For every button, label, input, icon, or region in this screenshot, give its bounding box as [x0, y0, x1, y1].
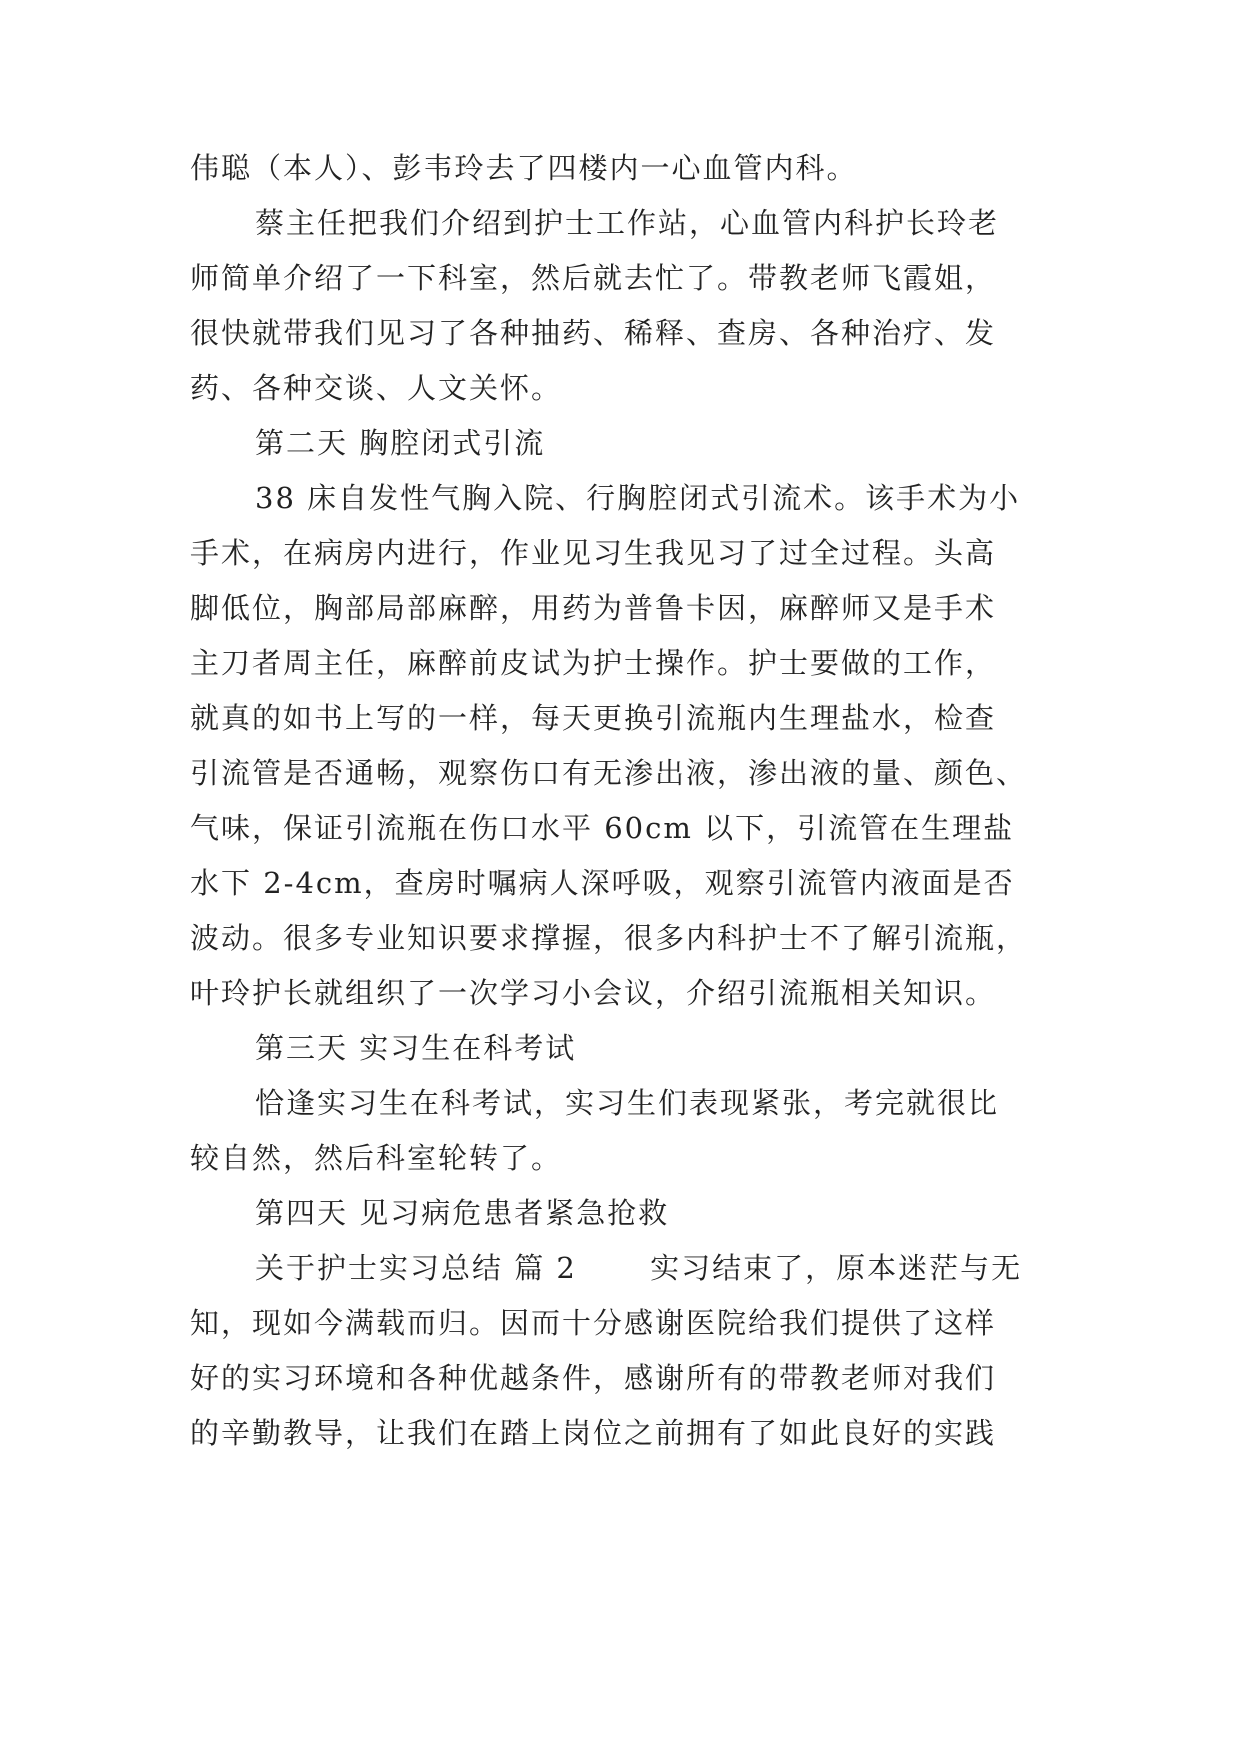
text-line: 主刀者周主任，麻醉前皮试为护士操作。护士要做的工作， [190, 646, 997, 680]
paragraph-start: 恰逢实习生在科考试，实习生们表现紧张，考完就很比 [255, 1086, 1000, 1120]
section-heading: 第四天 见习病危患者紧急抢救 [255, 1196, 670, 1230]
text-line: 伟聪（本人）、彭韦玲去了四楼内一心血管内科。 [190, 151, 858, 185]
section-heading: 第三天 实习生在科考试 [255, 1031, 577, 1065]
text-line: 手术，在病房内进行，作业见习生我见习了过全过程。头高 [190, 536, 997, 570]
text-line: 就真的如书上写的一样，每天更换引流瓶内生理盐水，检查 [190, 701, 997, 735]
text-line: 脚低位，胸部局部麻醉，用药为普鲁卡因，麻醉师又是手术 [190, 591, 997, 625]
text-line: 药、各种交谈、人文关怀。 [190, 371, 563, 405]
text-line: 较自然，然后科室轮转了。 [190, 1141, 563, 1175]
paragraph-start: 蔡主任把我们介绍到护士工作站，心血管内科护长玲老 [255, 206, 1000, 240]
text-line: 叶玲护长就组织了一次学习小会议，介绍引流瓶相关知识。 [190, 976, 997, 1010]
text-line: 引流管是否通畅，观察伤口有无渗出液，渗出液的量、颜色、 [190, 756, 1028, 790]
text-line: 波动。很多专业知识要求撑握，很多内科护士不了解引流瓶， [190, 921, 1028, 955]
text-line: 水下 2-4cm，查房时嘱病人深呼吸，观察引流管内液面是否 [190, 866, 1015, 900]
section-heading: 第二天 胸腔闭式引流 [255, 426, 546, 460]
text-line: 的辛勤教导，让我们在踏上岗位之前拥有了如此良好的实践 [190, 1416, 997, 1450]
text-line: 很快就带我们见习了各种抽药、稀释、查房、各种治疗、发 [190, 316, 997, 350]
paragraph-start: 关于护士实习总结 篇 2 实习结束了，原本迷茫与无 [255, 1251, 1023, 1285]
text-line: 知，现如今满载而归。因而十分感谢医院给我们提供了这样 [190, 1306, 997, 1340]
text-line: 气味，保证引流瓶在伤口水平 60cm 以下，引流管在生理盐 [190, 811, 1015, 845]
text-line: 师简单介绍了一下科室，然后就去忙了。带教老师飞霞姐， [190, 261, 997, 295]
paragraph-start: 38 床自发性气胸入院、行胸腔闭式引流术。该手术为小 [255, 481, 1021, 515]
text-line: 好的实习环境和各种优越条件，感谢所有的带教老师对我们 [190, 1361, 997, 1395]
